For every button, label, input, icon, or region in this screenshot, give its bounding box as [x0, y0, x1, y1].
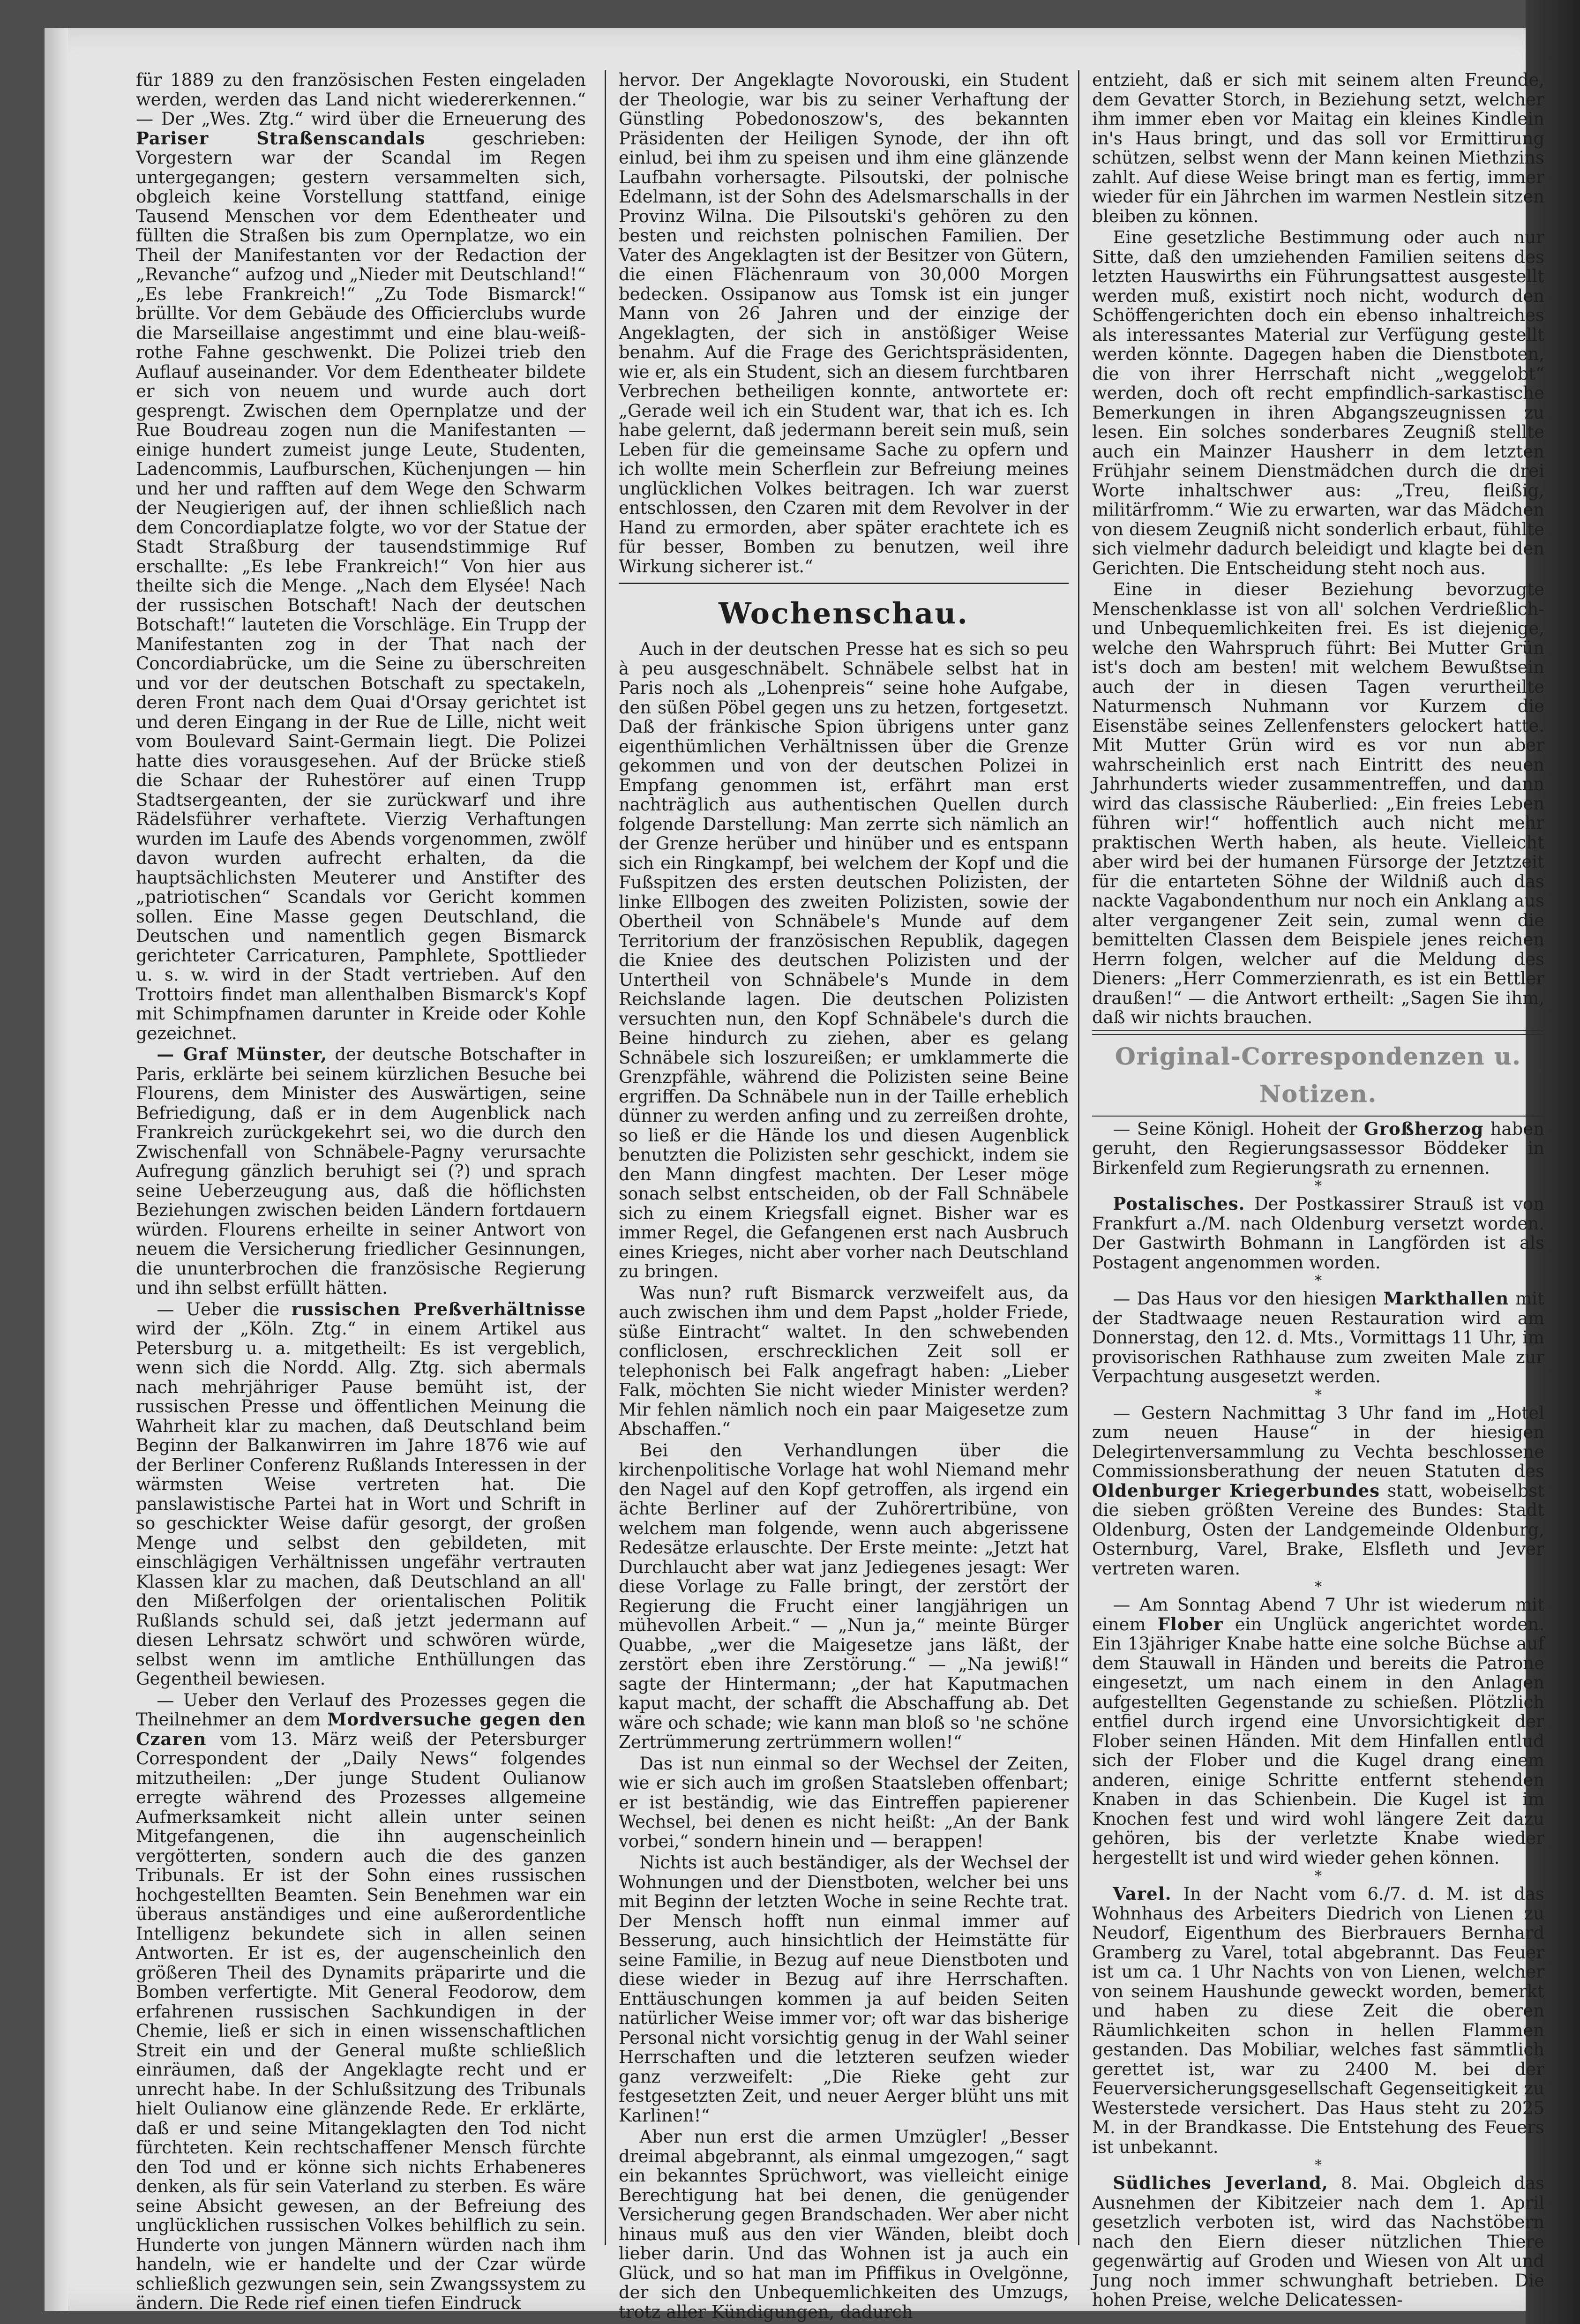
- paragraph-text: In der Nacht vom 6./7. d. M. ist das Wohnhaus des Arbeiters Diedrich von Lienen zu Neudorf, Eigenthum des Bierbrauers Bernhard Gramberg zu Varel, total abgebrannt. Das Feuer ist um ca. 1 Uhr Nachts von von Lienen, welcher von seinem Haushunde geweckt worden, bemerkt und haben zu diese Zeit die oberen Räumlichkeiten schon in hellen Flammen gestanden. Das Mobiliar, welches fast sämmtlich gerettet ist, war zu 2400 M. bei der Feuerversicherungsgesellschaft Gegenseitigkeit zu Westerstede versichert. Das Haus steht zu 2025 M. in der Brandkasse. Die Entstehung des Feuers ist unbekannt.: [1092, 1884, 1544, 2157]
- paragraph-text: — Am Sonntag Abend 7 Uhr ist wiederum mit einem: [1092, 1595, 1544, 1634]
- article-paragraph: [1092, 1884, 1544, 2157]
- section-divider: [619, 583, 1069, 584]
- article-paragraph: Eine in dieser Beziehung bevorzugte Menschenklasse ist von all' solchen Verdrießlich- und Unbequemlichkeiten frei. Es ist diejenige, welche den Wahrspruch führt: Bei Mutter Grün ist's doch am besten! mit welchem Bewußtsein auch der in diesen Tagen verurtheilte Naturmensch Nuhmann vor Kurzem die Eisenstäbe seines Zellenfensters gelockert hatte. Mit Mutter Grün wird es vor nun aber wahrscheinlich erst nach Eintritt des neuen Jahrhunderts wieder zusammentreffen, und dann wird das classische Räuberlied: „Ein freies Leben führen wir!“ hoffentlich auch nicht mehr praktischen Werth haben, als heute. Vielleicht aber wird bei der humanen Fürsorge der Jetztzeit für die entarteten Söhne der Wildniß auch das nackte Vagabondenthum nur noch ein Anklang aus alter vergangener Zeit sein, zumal wenn die bemittelten Classen dem Beispiele jenes reichen Herrn folgen, welcher auf die Meldung des Dieners: „Herr Commerzienrath, es ist ein Bettler draußen!“ — die Antwort ertheilt: „Sagen Sie ihm, daß wir nichts brauchen.: [1092, 579, 1544, 1027]
- article-paragraph: Das ist nun einmal so der Wechsel der Zeiten, wie er sich auch im großen Staatsleben offenbart; er ist beständig, wie das Eintreffen papierener Wechsel, bei denen es nicht heißt: „An der Bank vorbei,“ sondern hinein und — berappen!: [619, 1753, 1069, 1852]
- paragraph-text: wird der „Köln. Ztg.“ in einem Artikel aus Petersburg u. a. mitgetheilt: Es ist vergeblich, wenn sich die Nordd. Allg. Ztg. sich abermals nach mehrjähriger Pause bemüht ist, der russischen Presse und öffentlichen Meinung die Wahrheit klar zu machen, daß Deutschland beim Beginn der Balkanwirren im Jahre 1876 wie auf der Berliner Conferenz Rußlands Interessen in der wärmsten Weise vertreten hat. Die panslawistische Partei hat in Wort und Schrift in so geschickter Weise dafür gesorgt, der großen Menge und selbst den gebildeten, mit einschlägigen Verhältnissen ungefähr vertrauten Klassen klar zu machen, daß Deutschland an all' den Mißerfolgen der orientalischen Politik Rußlands schuld sei, daß jetzt jedermann auf diesen Lehrsatz schwört und schwören würde, selbst wenn im amtliche Enthüllungen das Gegentheil bewiesen.: [136, 1319, 586, 1689]
- headline-inline: — Graf Münster,: [157, 1044, 328, 1065]
- headline-inline: Postalisches.: [1113, 1193, 1245, 1214]
- paragraph-text: vom 13. März weiß der Petersburger Correspondent der „Daily News“ folgendes mitzutheilen: „Der junge Student Oulianow erregte während des Prozesses allgemeine Aufmerksamkeit nicht allein unter seinen Mitgefangenen, die ihn augenscheinlich vergötterten, sondern auch die des ganzen Tribunals. Er ist der Sohn eines russischen hochgestellten Beamten. Sein Benehmen war ein überaus anständiges und eine außerordentliche Intelligenz bekundete sich in allen seinen Antworten. Er ist es, der augenscheinlich den größeren Theil des Dynamits präparirte und die Bomben verfertigte. Mit General Feodorow, dem erfahrenen russischen Sachkundigen in der Chemie, ließ er sich in einen wissenschaftlichen Streit ein und der General mußte schließlich einräumen, daß der Angeklagte recht und er unrecht habe. In der Schlußsitzung des Tribunals hielt Oulianow eine glänzende Rede. Er erklärte, daß er und seine Mitangeklagten den Tod nicht fürchteten. Kein rechtschaffener Mensch fürchte den Tod und er könne sich nichts Erhabeneres denken, als für sein Vaterland zu sterben. Es wäre seine Absicht gewesen, an der Befreiung des unglücklichen russischen Volkes behilflich zu sein. Hunderte von jungen Männern würden nach ihm handeln, wie er handelte und der Czar würde schließlich gezwungen sein, sein Zwangssystem zu ändern. Die Rede rief einen tiefen Eindruck: [136, 1729, 586, 2313]
- paragraph-text: haben geruht, den Regierungsassessor Böddeker in Birkenfeld zum Regierungsrath zu ernennen.: [1092, 1118, 1545, 1178]
- article-paragraph: hervor. Der Angeklagte Novorouski, ein Student der Theologie, war bis zu seiner Verhaftung der Günstling Pobedonoszow's, des bekannten Präsidenten der Heiligen Synode, der ihn oft einlud, bei ihm zu speisen und ihm eine glänzende Laufbahn vorhersagte. Pilsoutski, der polnische Edelmann, ist der Sohn des Adelsmarschalls in der Provinz Wilna. Die Pilsoutski's gehören zu den besten und reichsten polnischen Familien. Der Vater des Angeklagten ist der Besitzer von Gütern, die einen Flächenraum von 30,000 Morgen bedecken. Ossipanow aus Tomsk ist ein junger Mann von 26 Jahren und der einzige der Angeklagten, der sich in anstößiger Weise benahm. Auf die Frage des Gerichtspräsidenten, wie er, als ein Student, sich an diesem furchtbaren Verbrechen betheiligen konnte, antwortete er: „Gerade weil ich ein Student war, that ich es. Ich habe gelernt, daß jedermann bereit sein muß, sein Leben für die gemeinsame Sache zu opfern und ich wollte mein Scherflein zur Befreiung meines unglücklichen Volkes beitragen. Ich war zuerst entschlossen, den Czaren mit dem Revolver in der Hand zu ermorden, aber später erachtete ich es für besser, Bomben zu benutzen, weil ihre Wirkung sicherer ist.“: [619, 70, 1069, 577]
- headline-inline: Varel.: [1113, 1883, 1172, 1904]
- column-2: [619, 70, 1069, 2322]
- separator-star: *: [1315, 1868, 1322, 1884]
- paragraph-text: mit der Stadtwaage neuen Restauration wird am Donnerstag, den 12. d. Mts., Vormittags 11 Uhr, im provisorischen Rathhause zum zweiten Male zur Verpachtung ausgesetzt werden.: [1092, 1289, 1544, 1387]
- article-paragraph: [1092, 1119, 1544, 1178]
- column-1: [136, 70, 586, 2313]
- paragraph-text: — Seine Königl. Hoheit der: [1113, 1118, 1357, 1139]
- article-paragraph: [1092, 1595, 1544, 1867]
- article-paragraph: [1092, 1194, 1544, 1272]
- headline-inline: Pariser Straßenscandals: [136, 127, 426, 149]
- article-paragraph: [136, 70, 586, 1043]
- column-3: [1092, 70, 1545, 2310]
- article-paragraph: [1092, 1289, 1544, 1387]
- article-paragraph: Auch in der deutschen Presse hat es sich so peu à peu ausgeschnäbelt. Schnäbele selbst hat in Paris noch als „Lohenpreis“ seine hohe Aufgabe, den süßen Pöbel gegen uns zu hetzen, fortgesetzt. Daß der fränkische Spion übrigens unter ganz eigenthümlichen Verhältnissen über die Grenze gekommen und von der deutschen Polizei in Empfang genommen ist, erfährt man erst nachträglich aus authentischen Quellen durch folgende Darstellung: Man zerrte sich nämlich an der Grenze herüber und hinüber und es entspann sich ein Ringkampf, bei welchem der Kopf und die Fußspitzen des ersten deutschen Polizisten, der linke Ellbogen des zweiten Polizisten, sowie der Obertheil von Schnäbele's Munde auf dem Territorium der französischen Republik, dagegen die Kniee des deutschen Polizisten und der Untertheil von Schnäbele's Munde in dem Reichslande lagen. Die deutschen Polizisten versuchten nun, den Kopf Schnäbele's durch die Beine hindurch zu ziehen, aber es gelang Schnäbele sich loszureißen; er umklammerte die Grenzpfähle, während die Polizisten seine Beine ergriffen. Da Schnäbele nun in der Taille erheblich dünner zu werden anfing und zu zerreißen drohte, so ließ er die Hände los und diesen Augenblick benutzten die Polizisten sehr geschickt, indem sie den Mann dingfest machten. Der Leser möge sonach selbst entscheiden, ob der Fall Schnäbele sich zu einem Kriegsfall eignet. Bisher war es immer Regel, die Gefangenen erst nach Ausbruch eines Krieges, nicht aber vorher nach Deutschland zu bringen.: [619, 639, 1069, 1282]
- separator-star: *: [1315, 1387, 1322, 1403]
- paragraph-text: Der Postkassirer Strauß ist von Frankfurt a./M. nach Oldenburg versetzt worden. Der Gastwirth Bohmann in Langförden ist als Postagent angenommen worden.: [1092, 1194, 1544, 1273]
- article-paragraph: [1092, 2174, 1544, 2310]
- paragraph-text: geschrieben: Vorgestern war der Scandal im Regen untergegangen; gestern versammelten sich, obgleich keine Vorstellung stattfand, einige Tausend Menschen vor dem Edentheater und füllten die Straßen bis zum Opernplatze, wo ein Theil der Manifestanten vor der Redaction der „Revanche“ aufzog und „Nieder mit Deutschland!“ „Es lebe Frankreich!“ „Zu Tode Bismarck!“ brüllte. Vor dem Gebäude des Officierclubs wurde die Marseillaise angestimmt und eine blau-weiß-rothe Fahne geschwenkt. Die Polizei trieb den Auflauf auseinander. Vor dem Edentheater bildete er sich von neuem und wurde auch dort gesprengt. Zwischen dem Opernplatze und der Rue Boudreau zogen nun die Manifestanten — einige hundert zumeist junge Leute, Studenten, Ladencommis, Laufburschen, Küchenjungen — hin und her und rafften auf dem Wege den Schwarm der Neugierigen auf, der ihnen schließlich nach dem Concordiaplatze folgte, wo vor der Statue der Stadt Straßburg der tausendstimmige Ruf erschallte: „Es lebe Frankreich!“ Von hier aus theilte sich die Menge. „Nach dem Elysée! Nach der russischen Botschaft! Nach der deutschen Botschaft!“ lauteten die Vorschläge. Ein Trupp der Manifestanten zog in der That nach der Concordiabrücke, um die Seine zu überschreiten und vor der deutschen Botschaft zu spectakeln, deren Front nach dem Quai d'Orsay gerichtet ist und deren Eingang in der Rue de Lille, nicht weit vom Boulevard Saint-Germain liegt. Die Polizei hatte dies vorausgesehen. Auf der Brücke stieß die Schaar der Ruhestörer auf einen Trupp Stadtsergeanten, der sie zurückwarf und ihre Rädelsführer verhaftete. Vierzig Verhaftungen wurden im Laufe des Abends vorgenommen, zwölf davon wurden aufrecht erhalten, da die hauptsächlichsten Meuterer und Anstifter des „patriotischen“ Scandals vor Gericht kommen sollen. Eine Masse gegen Deutschland, die Deutschen und namentlich gegen Bismarck gerichteter Carricaturen, Pamphlete, Spottlieder u. s. w. wird in der Stadt vertrieben. Auf den Trottoirs findet man allenthalben Bismarck's Kopf mit Schimpfnamen darunter in Kreide oder Kohle gezeichnet.: [136, 128, 586, 1043]
- section-divider: [1092, 1030, 1544, 1031]
- section-heading: Wochenschau.: [719, 596, 969, 630]
- article-paragraph: Aber nun erst die armen Umzügler! „Besser dreimal abgebrannt, als einmal umgezogen,“ sagt ein bekanntes Sprüchwort, was vielleicht einige Berechtigung hat bei denen, die genügender Versicherung gegen Brandschaden. Wer aber nicht hinaus muß aus den vier Wänden, bleibt doch lieber darin. Und das Wohnen ist ja auch ein Glück, und so hat man im Pfiffikus in Ovelgönne, der sich den Unbequemlichkeiten des Umzugs, trotz aller Kündigungen, dadurch: [619, 2127, 1069, 2322]
- article-paragraph: [1092, 1403, 1544, 1579]
- article-paragraph: [136, 1691, 586, 2313]
- article-paragraph: [136, 1300, 586, 1689]
- headline-inline: russischen Preßverhältnisse: [291, 1298, 586, 1319]
- paragraph-text: 8. Mai. Obgleich das Ausnehmen der Kibitzeier nach dem 1. April gesetzlich verboten ist, wird das Nachstöbern nach den Eiern dieser nützlichen Thiere gegenwärtig auf Groden und Wiesen von Alt und Jung noch immer schwunghaft betrieben. Die hohen Preise, welche Delicatessen-: [1092, 2173, 1544, 2310]
- headline-inline: Oldenburger Kriegerbundes: [1092, 1480, 1380, 1501]
- article-paragraph: entzieht, daß er sich mit seinem alten Freunde, dem Gevatter Storch, in Beziehung setzt, welcher ihm immer eben vor Maitag ein kleines Kindlein in's Haus bringt, und das soll vor Ermittirung schützen, selbst wenn der Mann keinen Miethzins zahlt. Auf diese Weise bringt man es fertig, immer wieder für ein Jährchen im warmen Nestlein sitzen bleiben zu können.: [1092, 70, 1544, 226]
- headline-inline: Mordversuche gegen den Czaren: [136, 1709, 586, 1749]
- headline-inline: Markthallen: [1383, 1288, 1509, 1309]
- separator-star: *: [1315, 1273, 1322, 1289]
- column-rule: [1078, 70, 1079, 2245]
- separator-star: *: [1315, 1178, 1322, 1194]
- column-rule: [605, 70, 606, 2245]
- article-paragraph: [136, 1045, 586, 1298]
- separator-star: *: [1315, 1579, 1322, 1595]
- article-paragraph: Nichts ist auch beständiger, als der Wechsel der Wohnungen und der Dienstboten, welcher bei uns mit Beginn der letzten Woche in seine Rechte trat. Der Mensch hofft nun einmal immer auf Besserung, auch hinsichtlich der Heimstätte für seine Familie, in Bezug auf neue Dienstboten und diese wieder in Bezug auf ihre Herrschaften. Enttäuschungen kommen ja auf beiden Seiten natürlicher Weise immer vor; oft war das bisherige Personal nicht vorsichtig genug in der Wahl seiner Herrschaften und die letzteren seufzen wieder ganz verzweifelt: „Die Rieke geht zur festgesetzten Zeit, und neuer Aerger blüht uns mit Karlinen!“: [619, 1852, 1069, 2126]
- paragraph-text: der deutsche Botschafter in Paris, erklärte bei seinem kürzlichen Besuche bei Flourens, dem Minister des Auswärtigen, seine Befriedigung, daß er in dem Augenblick nach Frankreich zurückgekehrt sei, wo die durch den Zwischenfall von Schnäbele-Pagny verursachte Aufregung gänzlich beruhigt sei (?) und sprach seine Ueberzeugung aus, daß die höflichsten Beziehungen zwischen beiden Ländern fortdauern würden. Flourens erheilte in seiner Antwort von neuem die Versicherung friedlicher Gesinnungen, die ununterbrochen die französische Regierung und ihn selbst erfüllt hätten.: [136, 1044, 586, 1298]
- paragraph-text: — Ueber die: [157, 1299, 280, 1319]
- paragraph-text: ein Unglück angerichtet worden. Ein 13jähriger Knabe hatte eine solche Büchse auf dem Stauwall in Händen und bereits die Patrone eingesetzt, um nach einem in den Anlagen aufgestellten Gegenstande zu schießen. Plötzlich entfiel durch irgend eine Unvorsichtigkeit der Flober seinen Händen. Mit dem Hinfallen entlud sich der Flober und die Kugel drang einem anderen, einige Schritte entfernt stehenden Knaben in das Schienbein. Die Kugel ist im Knochen fest und wird wohl längere Zeit dazu gehören, bis der verletzte Knabe wieder hergestellt ist und wird wieder gehen können.: [1092, 1614, 1545, 1868]
- headline-inline: Flober: [1157, 1613, 1223, 1634]
- paragraph-text: — Gestern Nachmittag 3 Uhr fand im „Hotel zum neuen Hause“ in der hiesigen Delegirtenversammlung zu Vechta beschlossene Commissionsberathung der neuen Statuten des: [1092, 1402, 1544, 1481]
- article-paragraph: Was nun? ruft Bismarck verzweifelt aus, da auch zwischen ihm und dem Papst „holder Friede, süße Eintracht“ waltet. In den schwebenden confliclosen, erschrecklichen Zeit soll er telephonisch bei Falk angefragt haben: „Lieber Falk, möchten Sie nicht wieder Minister werden? Mir fehlen nämlich noch ein paar Maigesetze zum Abschaffen.“: [619, 1282, 1069, 1439]
- paragraph-text: für 1889 zu den französischen Festen eingeladen werden, werden das Land nicht wiedererkennen.“ — Der „Wes. Ztg.“ wird über die Erneuerung des: [136, 70, 586, 129]
- paragraph-text: — Ueber den Verlauf des Prozesses gegen die Theilnehmer an dem: [136, 1690, 586, 1730]
- section-divider: [1092, 1116, 1544, 1117]
- headline-inline: Großherzog: [1363, 1118, 1484, 1139]
- separator-star: *: [1315, 2157, 1322, 2174]
- headline-inline: Südliches Jeverland,: [1113, 2173, 1328, 2193]
- section-divider: [1092, 1034, 1544, 1035]
- article-paragraph: Bei den Verhandlungen über die kirchenpolitische Vorlage hat wohl Niemand mehr den Nagel auf den Kopf getroffen, als irgend ein ächte Berliner auf der Zuhörertribüne, von welchem man folgende, wenn auch abgerissene Redesätze erlauschte. Der Erste meinte: „Jetzt hat Durchlaucht aber wat janz Jediegenes jesagt: Wer diese Vorlage zu Falle bringt, der zerstört der Regierung die Frucht einer langjährigen un mühevollen Arbeit.“ — „Nun ja,“ meinte Bürger Quabbe, „wer die Maigesetze jans läßt, der zerstört eben ihre Zerstörung.“ — „Na jewiß!“ sagte der Hintermann; „der hat Kaputmachen kaput macht, der schafft die Abschaffung ab. Det wäre och schade; wie kann man bloß so 'ne schöne Zertrümmerung zertrümmern wollen!“: [619, 1440, 1069, 1752]
- paragraph-text: — Das Haus vor den hiesigen: [1113, 1289, 1377, 1309]
- section-heading: Original-Correspondenzen u. Notizen.: [1115, 1042, 1521, 1108]
- page-gutter-shadow: [45, 28, 68, 2311]
- paragraph-text: statt, wobeiselbst die sieben größten Vereine des Bundes: Stadt Oldenburg, Osten der Landgemeinde Oldenburg, Osternburg, Varel, Brake, Elsfleth und Jever vertreten waren.: [1092, 1480, 1544, 1579]
- article-paragraph: Eine gesetzliche Bestimmung oder auch nur Sitte, daß den umziehenden Familien seitens des letzten Hauswirths ein Führungsattest ausgestellt werden muß, existirt noch nicht, wodurch den Schöffengerichten doch ein ebenso inhaltreiches als interessantes Material zur Verfügung gestellt werden könnte. Dagegen haben die Dienstboten, die von ihrer Herrschaft nicht „weggelobt“ werden, doch oft recht empfindlich-sarkastische Bemerkungen in ihren Abgangszeugnissen zu lesen. Ein solches sonderbares Zeugniß stellte auch ein Mainzer Hausherr in dem letzten Frühjahr seinem Dienstmädchen durch die drei Worte inhaltschwer aus: „Treu, fleißig, militärfromm.“ Wie zu erwarten, war das Mädchen von diesem Zeugniß nicht sonderlich erbaut, fühlte sich vielmehr dadurch beleidigt und klagte bei den Gerichten. Die Entscheidung steht noch aus.: [1092, 227, 1544, 578]
